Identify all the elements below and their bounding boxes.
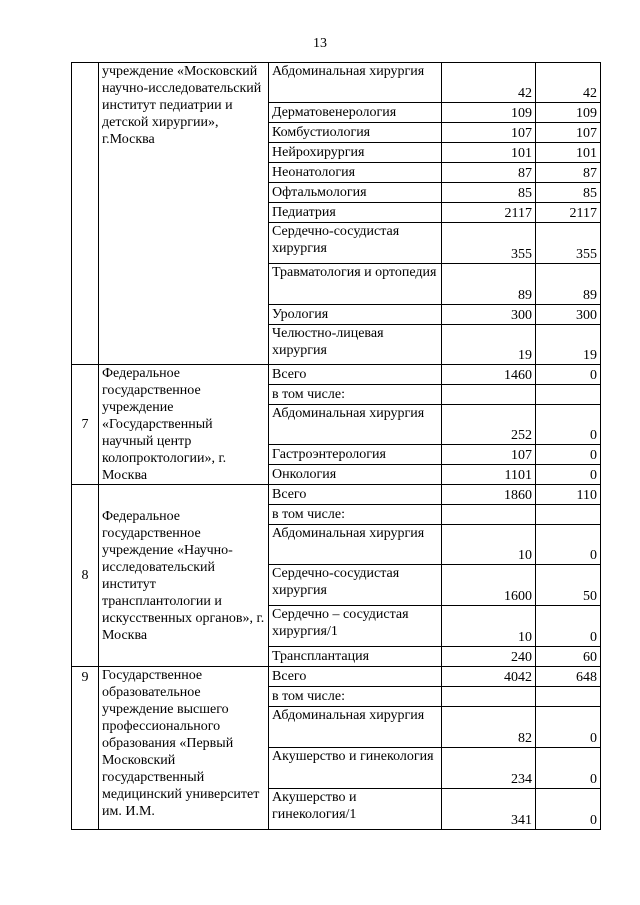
value-total: 4042 (442, 667, 536, 687)
page-number: 13 (313, 36, 327, 51)
value-high-tech: 0 (536, 789, 601, 830)
value-total: 355 (442, 223, 536, 264)
specialty-name: Абдоминальная хирургия (269, 525, 442, 565)
value-high-tech: 89 (536, 264, 601, 305)
row-number: 8 (72, 485, 99, 667)
row-number: 9 (72, 667, 99, 830)
specialty-name: Абдоминальная хирургия (269, 63, 442, 103)
hospital-volume-table (71, 62, 601, 830)
specialty-name: Комбустиология (269, 123, 442, 143)
specialty-name: Сердечно-сосудистая хирургия (269, 565, 442, 606)
value-total: 10 (442, 525, 536, 565)
value-total: 1600 (442, 565, 536, 606)
value-high-tech: 85 (536, 183, 601, 203)
value-high-tech: 110 (536, 485, 601, 505)
value-total: 85 (442, 183, 536, 203)
table-row (72, 63, 601, 103)
value-high-tech: 300 (536, 305, 601, 325)
value-total: 1460 (442, 365, 536, 385)
table-row (72, 485, 601, 505)
value-high-tech: 0 (536, 525, 601, 565)
value-high-tech: 0 (536, 365, 601, 385)
value-high-tech: 0 (536, 707, 601, 748)
specialty-name: Акушерство и гинекология (269, 748, 442, 789)
value-high-tech: 101 (536, 143, 601, 163)
value-total (442, 687, 536, 707)
value-high-tech (536, 505, 601, 525)
value-high-tech: 648 (536, 667, 601, 687)
value-high-tech: 0 (536, 465, 601, 485)
value-total: 109 (442, 103, 536, 123)
value-total: 87 (442, 163, 536, 183)
value-total: 107 (442, 123, 536, 143)
value-total: 19 (442, 325, 536, 365)
value-high-tech: 2117 (536, 203, 601, 223)
value-total: 10 (442, 606, 536, 647)
value-total: 1860 (442, 485, 536, 505)
value-total: 300 (442, 305, 536, 325)
value-high-tech: 42 (536, 63, 601, 103)
specialty-name: Всего (269, 667, 442, 687)
row-number: 7 (72, 365, 99, 485)
specialty-name: Абдоминальная хирургия (269, 707, 442, 748)
specialty-name: Трансплантация (269, 647, 442, 667)
value-total (442, 385, 536, 405)
value-high-tech: 0 (536, 748, 601, 789)
value-high-tech: 109 (536, 103, 601, 123)
specialty-name: Педиатрия (269, 203, 442, 223)
value-high-tech (536, 687, 601, 707)
specialty-name: Урология (269, 305, 442, 325)
value-total: 101 (442, 143, 536, 163)
value-high-tech: 87 (536, 163, 601, 183)
specialty-name: Нейрохирургия (269, 143, 442, 163)
value-total: 2117 (442, 203, 536, 223)
organization-name: Федеральное государственное учреждение «Государственный научный центр колопроктологии», г. Москва (99, 365, 269, 485)
row-number (72, 63, 99, 365)
specialty-name: Офтальмология (269, 183, 442, 203)
specialty-name: Сердечно – сосудистая хирургия/1 (269, 606, 442, 647)
specialty-name: в том числе: (269, 687, 442, 707)
value-high-tech (536, 385, 601, 405)
value-total: 1101 (442, 465, 536, 485)
value-total: 240 (442, 647, 536, 667)
specialty-name: Гастроэнтерология (269, 445, 442, 465)
value-total: 341 (442, 789, 536, 830)
value-high-tech: 0 (536, 445, 601, 465)
value-total: 234 (442, 748, 536, 789)
specialty-name: Травматология и ортопедия (269, 264, 442, 305)
value-total: 89 (442, 264, 536, 305)
specialty-name: Неонатология (269, 163, 442, 183)
table-row (72, 365, 601, 385)
specialty-name: Всего (269, 365, 442, 385)
value-high-tech: 60 (536, 647, 601, 667)
value-high-tech: 0 (536, 606, 601, 647)
value-high-tech: 107 (536, 123, 601, 143)
value-high-tech: 50 (536, 565, 601, 606)
specialty-name: Всего (269, 485, 442, 505)
specialty-name: в том числе: (269, 505, 442, 525)
organization-name: Федеральное государственное учреждение «Научно-исследовательский институт трансплантологии и искусственных органов», г. Москва (99, 485, 269, 667)
value-high-tech: 355 (536, 223, 601, 264)
specialty-name: Онкология (269, 465, 442, 485)
specialty-name: в том числе: (269, 385, 442, 405)
value-total: 42 (442, 63, 536, 103)
table-row (72, 667, 601, 687)
specialty-name: Дерматовенерология (269, 103, 442, 123)
organization-name: Государственное образовательное учреждение высшего профессионального образования «Первый Московский государственный медицинский университет им. И.М. (99, 667, 269, 830)
specialty-name: Абдоминальная хирургия (269, 405, 442, 445)
value-total: 107 (442, 445, 536, 465)
value-total: 252 (442, 405, 536, 445)
specialty-name: Челюстно-лицевая хирургия (269, 325, 442, 365)
specialty-name: Сердечно-сосудистая хирургия (269, 223, 442, 264)
specialty-name: Акушерство и гинекология/1 (269, 789, 442, 830)
value-total (442, 505, 536, 525)
value-total: 82 (442, 707, 536, 748)
organization-name: учреждение «Московский научно-исследовательский институт педиатрии и детской хирургии», г.Москва (99, 63, 269, 365)
value-high-tech: 19 (536, 325, 601, 365)
value-high-tech: 0 (536, 405, 601, 445)
